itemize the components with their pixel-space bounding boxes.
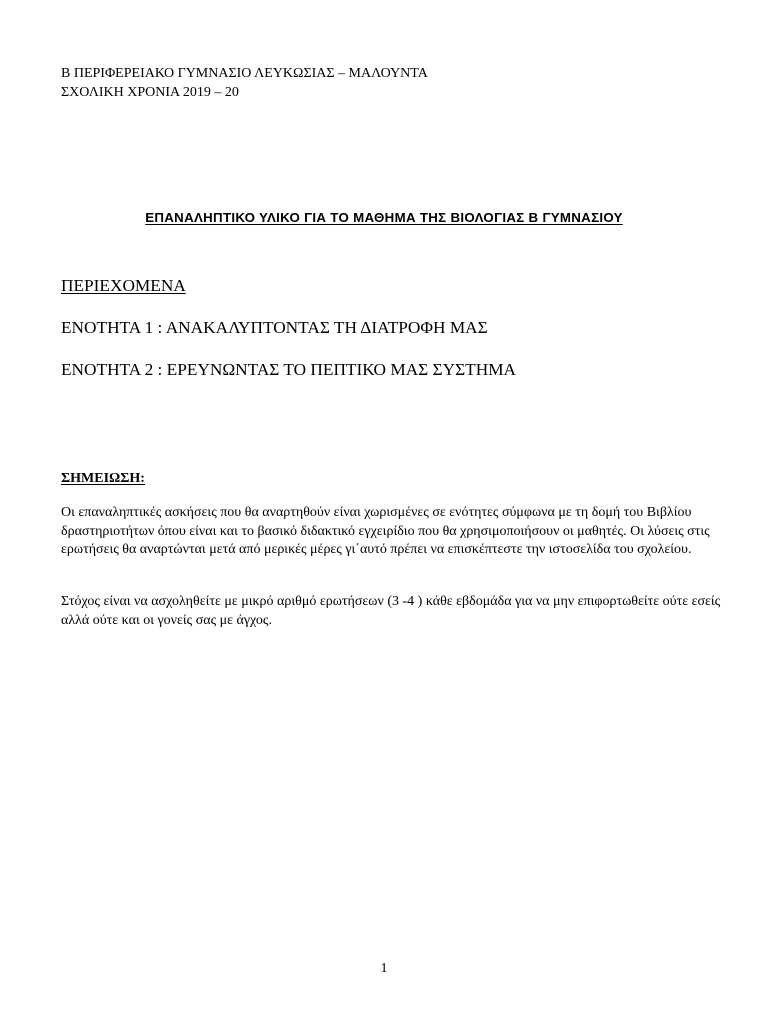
contents-heading: ΠΕΡΙΕΧΟΜΕΝΑ (61, 276, 186, 295)
page-number: 1 (380, 961, 388, 976)
document-title-text: ΕΠΑΝΑΛΗΠΤΙΚΟ ΥΛΙΚΟ ΓΙΑ ΤΟ ΜΑΘΗΜΑ ΤΗΣ ΒΙΟΛΟΓΙΑΣ Β ΓΥΜΝΑΣΙΟΥ (145, 210, 623, 225)
document-title (0, 209, 768, 227)
document-header (61, 64, 428, 102)
contents-item-unit-1: ΕΝΟΤΗΤΑ 1 : ΑΝΑΚΑΛΥΠΤΟΝΤΑΣ ΤΗ ΔΙΑΤΡΟΦΗ ΜΑΣ (61, 318, 488, 337)
school-name: Β ΠΕΡΙΦΕΡΕΙΑΚΟ ΓΥΜΝΑΣΙΟ ΛΕΥΚΩΣΙΑΣ – ΜΑΛΟΥΝΤΑ (61, 66, 428, 81)
note-paragraph-1: Οι επαναληπτικές ασκήσεις που θα αναρτηθούν είναι χωρισμένες σε ενότητες σύμφωνα με τη δομή του Βιβλίου δραστηριοτήτων όπου είναι και το βασικό διδακτικό εγχειρίδιο που θα χρησιμοποιήσουν οι μαθητές. Οι λύσεις στις ερωτήσεις θα αναρτώνται μετά από μερικές μέρες γι΄αυτό πρέπει να επισκέπτεστε την ιστοσελίδα του σχολείου. (61, 505, 710, 557)
school-year: ΣΧΟΛΙΚΗ ΧΡΟΝΙΑ 2019 – 20 (61, 85, 239, 100)
note-heading: ΣΗΜΕΙΩΣΗ: (61, 471, 145, 486)
contents-item-unit-2: ΕΝΟΤΗΤΑ 2 : ΕΡΕΥΝΩΝΤΑΣ ΤΟ ΠΕΠΤΙΚΟ ΜΑΣ ΣΥΣΤΗΜΑ (61, 360, 517, 379)
note-paragraph-2: Στόχος είναι να ασχοληθείτε με μικρό αριθμό ερωτήσεων (3 -4 ) κάθε εβδομάδα για να μην επιφορτωθείτε ούτε εσείς αλλά ούτε και οι γονείς σας με άγχος. (61, 594, 721, 628)
